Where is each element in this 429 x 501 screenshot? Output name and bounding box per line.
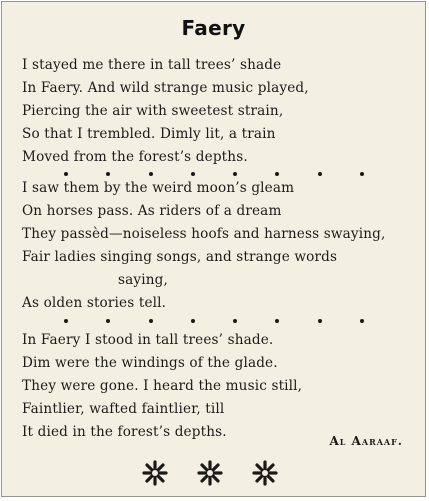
divider-dot [106,172,110,176]
divider-dot [360,319,364,323]
ornament-row [142,460,278,486]
poem-line: In Faery I stood in tall trees’ shade. [22,332,274,348]
divider-dot [360,172,364,176]
divider-dot [149,319,153,323]
divider-dot [106,319,110,323]
poem-page [1,1,426,497]
poem-line: Faintlier, wafted faintlier, till [22,401,225,417]
poem-line: In Faery. And wild strange music played, [22,80,309,96]
stanza-divider [64,316,364,326]
stanza-2 [22,177,415,315]
poem-line: Moved from the forest’s depths. [22,149,248,165]
poem-signature: Al Aaraaf. [329,434,403,448]
poem-line: It died in the forest’s depths. [22,424,227,440]
poem-line: I saw them by the weird moon’s gleam [22,180,295,196]
poem-line: I stayed me there in tall trees’ shade [22,57,282,73]
divider-dot [275,319,279,323]
stanza-1 [22,54,415,169]
divider-dot [149,172,153,176]
divider-dot [233,319,237,323]
divider-dot [233,172,237,176]
stanza-3 [22,329,415,444]
poem-line: So that I trembled. Dimly lit, a train [22,126,276,142]
poem-line: Dim were the windings of the glade. [22,355,278,371]
poem-line: As olden stories tell. [22,295,167,311]
divider-dot [191,319,195,323]
poem-title: Faery [181,16,246,40]
divider-dot [275,172,279,176]
divider-dot [318,172,322,176]
divider-dot [191,172,195,176]
poem-line: They passèd—noiseless hoofs and harness swaying, [22,226,386,242]
divider-dot [64,319,68,323]
divider-dot [318,319,322,323]
asterisk-flower-icon [197,460,223,486]
poem-line: Fair ladies singing songs, and strange words [22,249,338,265]
poem-line: They were gone. I heard the music still, [22,378,303,394]
poem-line: Piercing the air with sweetest strain, [22,103,284,119]
divider-dot [64,172,68,176]
asterisk-flower-icon [142,460,168,486]
asterisk-flower-icon [252,460,278,486]
poem-line: saying, [118,272,168,288]
poem-line: On horses pass. As riders of a dream [22,203,282,219]
